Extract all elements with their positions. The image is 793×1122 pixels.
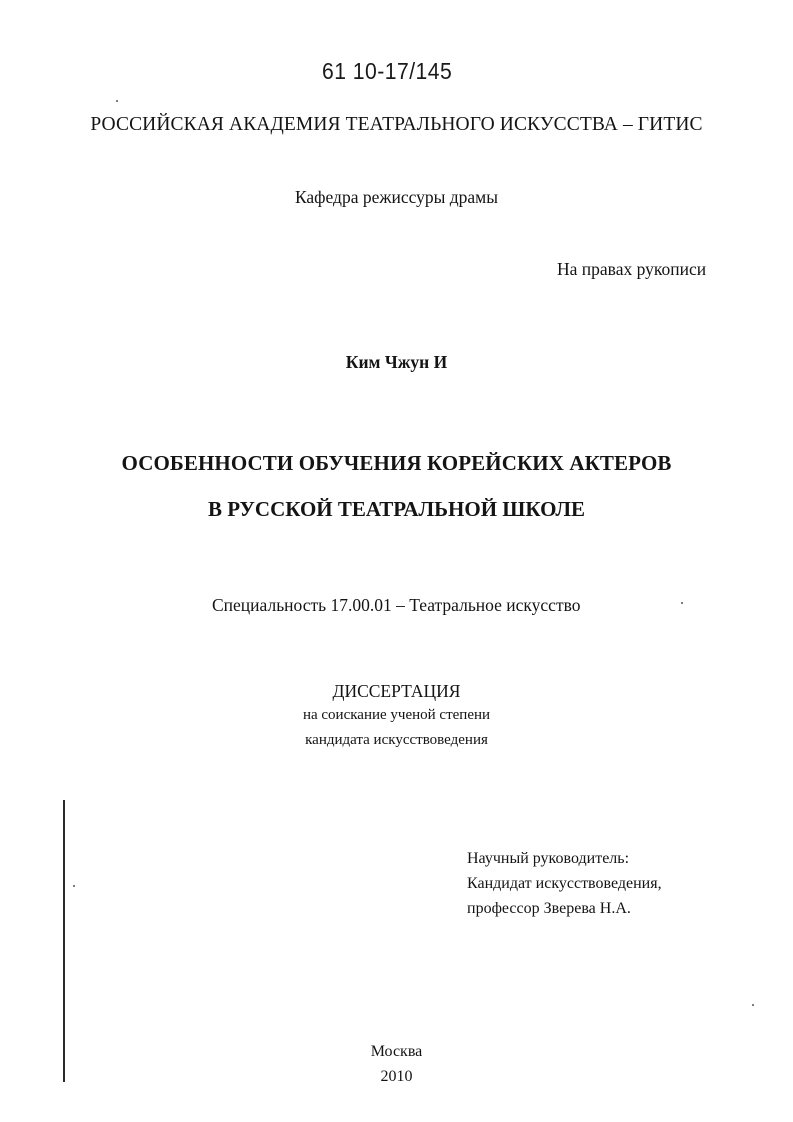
scan-speck	[752, 1004, 754, 1006]
scan-edge-line	[63, 800, 65, 1082]
author-name: Ким Чжун И	[345, 352, 448, 372]
publication-city: Москва	[370, 1043, 423, 1060]
manuscript-rights-note: На правах рукописи	[557, 259, 707, 279]
scan-speck	[73, 885, 75, 887]
supervisor-name: профессор Зверева Н.А.	[467, 900, 631, 917]
dissertation-purpose: на соискание ученой степени	[302, 707, 491, 723]
scan-speck	[681, 602, 683, 604]
archive-stamp-number: 61 10-17/145	[322, 58, 453, 84]
institution-name: РОССИЙСКАЯ АКАДЕМИЯ ТЕАТРАЛЬНОГО ИСКУССТВА – ГИТИС	[90, 114, 703, 135]
dissertation-type: ДИССЕРТАЦИЯ	[332, 681, 461, 701]
publication-year: 2010	[380, 1068, 413, 1085]
scan-speck	[116, 100, 118, 102]
supervisor-degree: Кандидат искусствоведения,	[467, 875, 662, 892]
thesis-title-line-2: В РУССКОЙ ТЕАТРАЛЬНОЙ ШКОЛЕ	[207, 497, 586, 521]
department-name: Кафедра режиссуры драмы	[294, 187, 499, 207]
supervisor-label: Научный руководитель:	[467, 850, 630, 867]
dissertation-degree: кандидата искусствоведения	[305, 732, 488, 748]
specialty-code: Специальность 17.00.01 – Театральное искусство	[212, 595, 581, 615]
thesis-title-line-1: ОСОБЕННОСТИ ОБУЧЕНИЯ КОРЕЙСКИХ АКТЕРОВ	[121, 451, 672, 475]
